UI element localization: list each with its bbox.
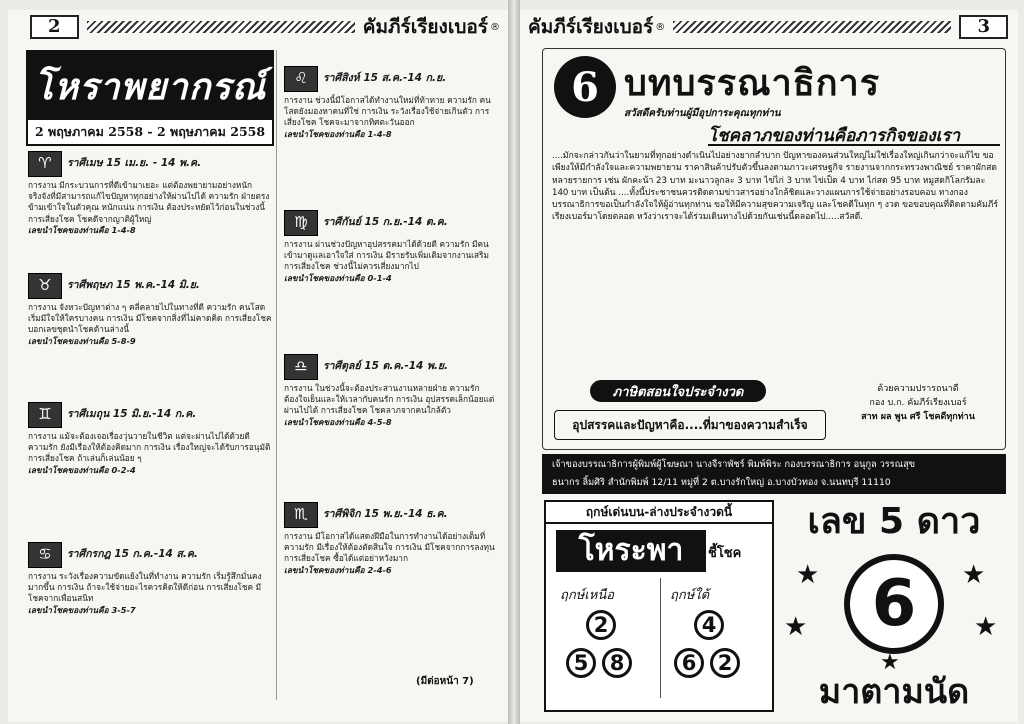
five-star-box xyxy=(782,500,1006,712)
zodiac-body: การงาน มีโอกาสได้แสดงฝีมือในการทำงานได้อย่างเต็มที่ ความรัก มีเรื่องให้ต้องตัดสินใจ การเงิน มีโชคจากการลงทุน การเสี่ยงโชค ซื้อได้แต่อย่าหวังมาก xyxy=(284,531,495,564)
zodiac-title: ราศีกรกฎ 15 ก.ค.-14 ส.ค. xyxy=(67,548,198,561)
publisher-bar xyxy=(542,454,1006,494)
zodiac-body: การงาน ผ่านช่วงปัญหาอุปสรรคมาได้ด้วยดี ความรัก มีคนเข้ามาดูแลเอาใจใส่ การเงิน มีรายรับเพิ่มเติมจากงานเสริม การเสี่ยงโชค ช่วงนี้ไม่ควรเสี่ยงมากไป xyxy=(284,239,489,272)
north-ball: 5 xyxy=(566,648,596,678)
continued-note: (มีต่อหน้า 7) xyxy=(416,676,474,687)
lucky-number: เลขนำโชคของท่านคือ 0-2-4 xyxy=(28,464,136,475)
brand-mark-icon: ® xyxy=(655,21,666,33)
zodiac-title: ราศีกันย์ 15 ก.ย.-14 ต.ค. xyxy=(323,216,448,229)
page-number: 3 xyxy=(959,15,1008,39)
zodiac-libra xyxy=(284,354,498,428)
zodiac-body: การงาน จังหวะปัญหาต่าง ๆ คลี่คลายไปในทางที่ดี ความรัก คนโสดเริ่มมีใจให้ใครบางคน การเงิน มีโชคจากสิ่งที่ไม่คาดคิด การเสี่ยงโชค บอกเลขชุดนำโชคด้านล่างนี้ xyxy=(28,302,272,335)
left-header xyxy=(30,14,500,40)
forecast-tag: ชี้โชค xyxy=(708,546,742,561)
zodiac-body: การงาน มีกระบวนการที่ดีเข้ามาเยอะ แต่ต้องพยายามอย่างหนักจริงจังที่มีสามารถแก้ไขปัญหาทุกอย่างให้ผ่านไปได้ ความรัก ฝ่ายตรงข้ามเข้าใจในตัวคุณ หนักแน่น การเงิน ต้องประหยัดไว้ก่อนในช่วงนี้ การเสี่ยงโชค โชคดีจากญาติผู้ใหญ่ xyxy=(28,180,270,224)
zodiac-virgo xyxy=(284,210,498,284)
gemini-icon: ♊ xyxy=(28,402,62,428)
star-number: 6 xyxy=(871,567,917,641)
sign-block xyxy=(834,382,1002,424)
zodiac-aries xyxy=(28,151,272,236)
lucky-number: เลขนำโชคของท่านคือ 1-4-8 xyxy=(284,128,392,139)
brand-title: คัมภีร์เรียงเบอร์ xyxy=(528,16,654,38)
zodiac-taurus xyxy=(28,273,272,347)
editorial-body: ....มักจะกล่าวกันว่าในยามที่ทุกอย่างดำเนินไปอย่างยากลำบาก ปัญหาของคนส่วนใหญ่ไม่ใช่เรื่องใหญ่เกินกว่าจะแก้ไข ขอเพียงให้มีกำลังใจและความพยายาม ราคาสินค้าปรับตัวขึ้นลงตามภาวะเศรษฐกิจ รายงานจากกระทรวงพาณิชย์ ราคาผักสดหลายรายการ เช่น ผักคะน้า 23 บาท มะนาวลูกละ 3 บาท ไข่ไก่ 3 บาท ไข่เป็ด 4 บาท ไก่สด 95 บาท หมูสดกิโลกรัมละ 140 บาท เป็นต้น ....ทั้งนี้ประชาชนควรติดตามข่าวสารอย่างใกล้ชิดและวางแผนการใช้จ่ายอย่างรอบคอบ ทางกองบรรณาธิการขอเป็นกำลังใจให้ผู้อ่านทุกท่าน ขอให้มีความสุขความเจริญ และโชคดีในทุก ๆ งวด ขอขอบคุณที่ติดตามคัมภีร์เรียงเบอร์มาโดยตลอด หวังว่าเราจะได้ร่วมเดินทางไปด้วยกันเช่นนี้ตลอดไป.....สวัสดี. xyxy=(552,151,998,223)
north-ball: 2 xyxy=(586,610,616,640)
virgo-icon: ♍ xyxy=(284,210,318,236)
page-gutter xyxy=(508,0,520,724)
north-label: ฤกษ์เหนือ xyxy=(560,588,615,603)
header-hatch xyxy=(87,21,355,33)
page-number: 2 xyxy=(30,15,79,39)
libra-icon: ♎ xyxy=(284,354,318,380)
star-icon: ★ xyxy=(880,650,900,675)
logo-six-icon: 6 xyxy=(554,56,616,118)
brand-mark-icon: ® xyxy=(490,21,500,33)
sign-line: กอง บ.ก. คัมภีร์เรียงเบอร์ xyxy=(869,398,967,408)
star-footer: มาตามนัด xyxy=(818,672,970,712)
cancer-icon: ♋ xyxy=(28,542,62,568)
star-icon: ★ xyxy=(962,560,986,590)
lucky-number: เลขนำโชคของท่านคือ 1-4-8 xyxy=(28,224,136,235)
aries-icon: ♈ xyxy=(28,151,62,177)
star-icon: ★ xyxy=(784,612,808,642)
lucky-number: เลขนำโชคของท่านคือ 0-1-4 xyxy=(284,272,392,283)
south-ball: 2 xyxy=(710,648,740,678)
column-rule xyxy=(276,50,277,700)
leo-icon: ♌ xyxy=(284,66,318,92)
taurus-icon: ♉ xyxy=(28,273,62,299)
forecast-logo: โหระพา xyxy=(556,530,706,572)
right-page xyxy=(520,10,1018,722)
sign-line: สาท ผล พูน ศรี โชคดีทุกท่าน xyxy=(861,412,975,422)
lucky-number: เลขนำโชคของท่านคือ 2-4-6 xyxy=(284,564,392,575)
star-icon: ★ xyxy=(796,560,820,590)
publisher-line: ธนากร ลิ้มศิริ สำนักพิมพ์ 12/11 หมู่ที่ 2 ต.บางรักใหญ่ อ.บางบัวทอง จ.นนทบุรี 11110 xyxy=(552,477,891,488)
scorpio-icon: ♏ xyxy=(284,502,318,528)
zodiac-title: ราศีเมษ 15 เม.ย. - 14 พ.ค. xyxy=(67,157,202,170)
forecast-divider xyxy=(660,578,661,698)
five-star-title: เลข 5 ดาว xyxy=(807,501,981,542)
zodiac-cancer xyxy=(28,542,272,616)
editorial-title: บทบรรณาธิการ xyxy=(624,63,881,104)
zodiac-title: ราศีพิจิก 15 พ.ย.-14 ธ.ค. xyxy=(323,508,448,521)
publisher-line: เจ้าของบรรณาธิการผู้พิมพ์ผู้โฆษณา นางจีราพัชร์ พิมพ์พิระ กองบรรณาธิการ อนุกูล วรรณสุข xyxy=(552,459,916,470)
brand-title: คัมภีร์เรียงเบอร์ xyxy=(362,16,488,38)
north-ball: 8 xyxy=(602,648,632,678)
editorial-subtitle: โชคลาภของท่านคือภารกิจของเรา xyxy=(708,122,1000,146)
header-hatch xyxy=(673,21,951,33)
zodiac-gemini xyxy=(28,402,272,476)
forecast-header: ฤกษ์เด่นบน-ล่างประจำงวดนี้ xyxy=(546,502,772,524)
horoscope-title-box xyxy=(26,50,274,146)
star-number-circle xyxy=(844,554,944,654)
zodiac-title: ราศีเมถุน 15 มิ.ย.-14 ก.ค. xyxy=(67,408,197,421)
right-header xyxy=(528,14,1008,40)
section-title: โหราพยากรณ์ xyxy=(28,52,272,120)
zodiac-body: การงาน ช่วงนี้มีโอกาสได้ทำงานใหม่ที่ท้าทาย ความรัก คนโสดยังมองหาคนที่ใช่ การเงิน ระวังเรื่องใช้จ่ายเกินตัว การเสี่ยงโชค โชคจะมาจากทิศตะวันออก xyxy=(284,95,491,128)
zodiac-title: ราศีตุลย์ 15 ต.ค.-14 พ.ย. xyxy=(323,360,449,373)
zodiac-body: การงาน แม้จะต้องเจอเรื่องวุ่นวายในชีวิต แต่จะผ่านไปได้ด้วยดี ความรัก ยังมีเรื่องให้ต้องคิดมาก การเงิน เรื่องใหญ่จะได้รับการอนุมัติ การเสี่ยงโชค ถ้าเล่นก็เล่นน้อย ๆ xyxy=(28,431,271,464)
date-range: 2 พฤษภาคม 2558 - 2 พฤษภาคม 2558 xyxy=(34,124,266,139)
zodiac-title: ราศีพฤษภ 15 พ.ค.-14 มิ.ย. xyxy=(67,279,200,292)
zodiac-leo xyxy=(284,66,498,140)
south-label: ฤกษ์ใต้ xyxy=(670,588,710,603)
editorial-greeting: สวัสดีครับท่านผู้มีอุปการะคุณทุกท่าน xyxy=(624,108,781,119)
forecast-box xyxy=(544,500,774,712)
zodiac-body: การงาน ระวังเรื่องความขัดแย้งในที่ทำงาน ความรัก เริ่มรู้สึกมั่นคงมากขึ้น การเงิน ถ้าจะใช้จ่ายอะไรควรคิดให้ดีก่อน การเสี่ยงโชค มีโชคจากเพื่อนสนิท xyxy=(28,571,262,604)
zodiac-body: การงาน ในช่วงนี้จะต้องประสานงานหลายฝ่าย ความรัก ต้องใจเย็นและให้เวลากับคนรัก การเงิน อุปสรรคเล็กน้อยแต่ผ่านไปได้ การเสี่ยงโชค โชคลาภจากคนใกล้ตัว xyxy=(284,383,495,416)
lucky-number: เลขนำโชคของท่านคือ 3-5-7 xyxy=(28,604,136,615)
zodiac-scorpio xyxy=(284,502,498,576)
quote-text: อุปสรรคและปัญหาคือ....ที่มาของความสำเร็จ xyxy=(554,410,826,440)
star-icon: ★ xyxy=(974,612,998,642)
south-ball: 4 xyxy=(694,610,724,640)
lucky-number: เลขนำโชคของท่านคือ 4-5-8 xyxy=(284,416,392,427)
south-ball: 6 xyxy=(674,648,704,678)
quote-banner: ภาษิตสอนใจประจำงวด xyxy=(590,380,766,402)
sign-line: ด้วยความปรารถนาดี xyxy=(877,384,959,394)
zodiac-title: ราศีสิงห์ 15 ส.ค.-14 ก.ย. xyxy=(323,72,447,85)
lucky-number: เลขนำโชคของท่านคือ 5-8-9 xyxy=(28,335,136,346)
left-page xyxy=(8,10,508,722)
